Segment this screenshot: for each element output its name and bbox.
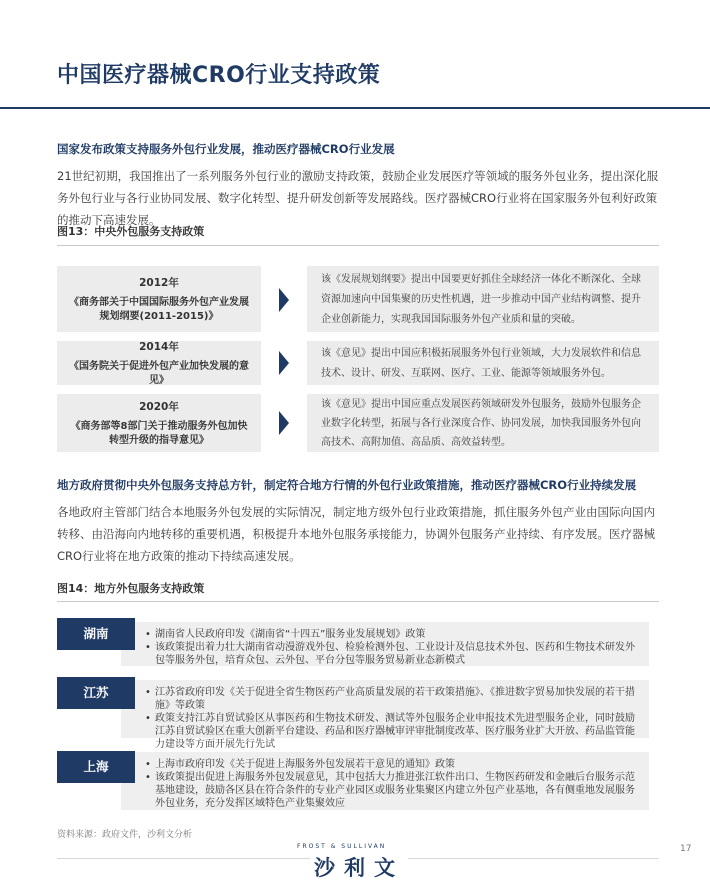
logo-wordmark-cn: 沙利文 [310,852,408,882]
policy-name: 《国务院关于促进外包产业加快发展的意见》 [69,360,249,386]
section2-paragraph: 各地政府主管部门结合本地服务外包发展的实际情况，制定地方级外包行业政策措施，抓住服务外包产业由国际向国内转移、由沿海向内地转移的重要机遇，积极提升本地外包服务承接能力，协调外包服务产业持续、有序发展。医疗器械CRO行业将在地方政策的推动下持续高速发展。 [57,505,655,563]
policy-year: 2020年 [139,400,179,413]
policy-row-2-desc: 该《意见》提出中国应积极拓展服务外包行业领域，大力发展软件和信息技术、设计、研发、互联网、医疗、工业、能源等领域服务外包。 [307,341,659,385]
title-divider [0,107,710,109]
region-shanghai-box [121,752,649,810]
region-tag-jiangsu: 江苏 [57,677,135,709]
chevron-right-icon [279,411,289,435]
region-tag-hunan: 湖南 [57,618,135,650]
list-item: • 政策支持江苏自贸试验区从事医药和生物技术研发、测试等外包服务企业申报技术先进型服务企业，同时鼓励江苏自贸试验区在重大创新平台建设、药品和医疗器械审评审批制度改革、医疗服务业扩大开放、药品监管能力建设等方面开展先行先试 [155,712,639,751]
list-item: • 上海市政府印发《关于促进上海服务外包发展若干意见的通知》政策 [155,758,639,771]
region-hunan-box [121,622,649,666]
chevron-right-icon [279,351,289,375]
page-title: 中国医疗器械CRO行业支持政策 [57,63,381,88]
policy-year: 2012年 [139,276,179,289]
chevron-right-icon [279,288,289,312]
list-item: • 湖南省人民政府印发《湖南省“十四五”服务业发展规划》政策 [155,628,639,641]
figure13-divider [57,245,659,246]
list-item: • 该政策提出着力壮大湖南省动漫游戏外包、检验检测外包、工业设计及信息技术外包、医药和生物技术研发外包等服务外包，培育众包、云外包、平台分包等服务贸易新业态新模式 [155,641,639,667]
figure13-label: 图13：中央外包服务支持政策 [57,225,205,238]
figure14-label: 图14：地方外包服务支持政策 [57,582,205,595]
policy-name: 《商务部关于中国国际服务外包产业发展规划纲要(2011-2015)》 [69,296,249,322]
policy-row-3-left [57,394,261,452]
section1-heading: 国家发布政策支持服务外包行业发展，推动医疗器械CRO行业发展 [57,142,395,156]
region-jiangsu-box [121,680,649,750]
page-number: 17 [680,844,692,854]
policy-row-1-left [57,266,261,332]
logo-wordmark-en: FROST & SULLIVAN [297,843,387,850]
list-item: • 江苏省政府印发《关于促进全省生物医药产业高质量发展的若干政策措施》、《推进数字贸易加快发展的若干措施》等政策 [155,686,639,712]
policy-year: 2014年 [139,340,179,353]
source-note: 资料来源：政府文件，沙利文分析 [57,830,193,840]
list-item: • 该政策提出促进上海服务外包发展意见，其中包括大力推进张江软件出口、生物医药研发和金融后台服务示范基地建设，鼓励各区县在符合条件的专业产业园区或服务业集聚区内建立外包产业基地，各有侧重地发展服务外包业务，充分发挥区域特色产业集聚效应 [155,771,639,810]
figure14-divider [57,601,659,602]
section2-heading: 地方政府贯彻中央外包服务支持总方针，制定符合地方行情的外包行业政策措施，推动医疗器械CRO行业持续发展 [57,478,637,492]
policy-row-2-left [57,341,261,385]
section1-paragraph: 21世纪初期，我国推出了一系列服务外包行业的激励支持政策，鼓励企业发展医疗等领域的服务外包业务，提出深化服务外包行业与各行业协同发展、数字化转型、提升研发创新等发展路线。医疗器械CRO行业将在国家服务外包利好政策的推动下高速发展。 [57,169,659,227]
policy-row-1-desc: 该《发展规划纲要》提出中国要更好抓住全球经济一体化不断深化、全球资源加速向中国集聚的历史性机遇，进一步推动中国产业结构调整、提升企业创新能力，实现我国国际服务外包产业质和量的突破。 [307,266,659,332]
policy-row-3-desc: 该《意见》提出中国应重点发展医药领域研发外包服务，鼓励外包服务企业数字化转型，拓展与各行业深度合作、协同发展，加快我国服务外包向高技术、高附加值、高品质、高效益转型。 [307,394,659,452]
policy-name: 《商务部等8部门关于推动服务外包加快转型升级的指导意见》 [70,420,248,446]
region-tag-shanghai: 上海 [57,751,135,783]
